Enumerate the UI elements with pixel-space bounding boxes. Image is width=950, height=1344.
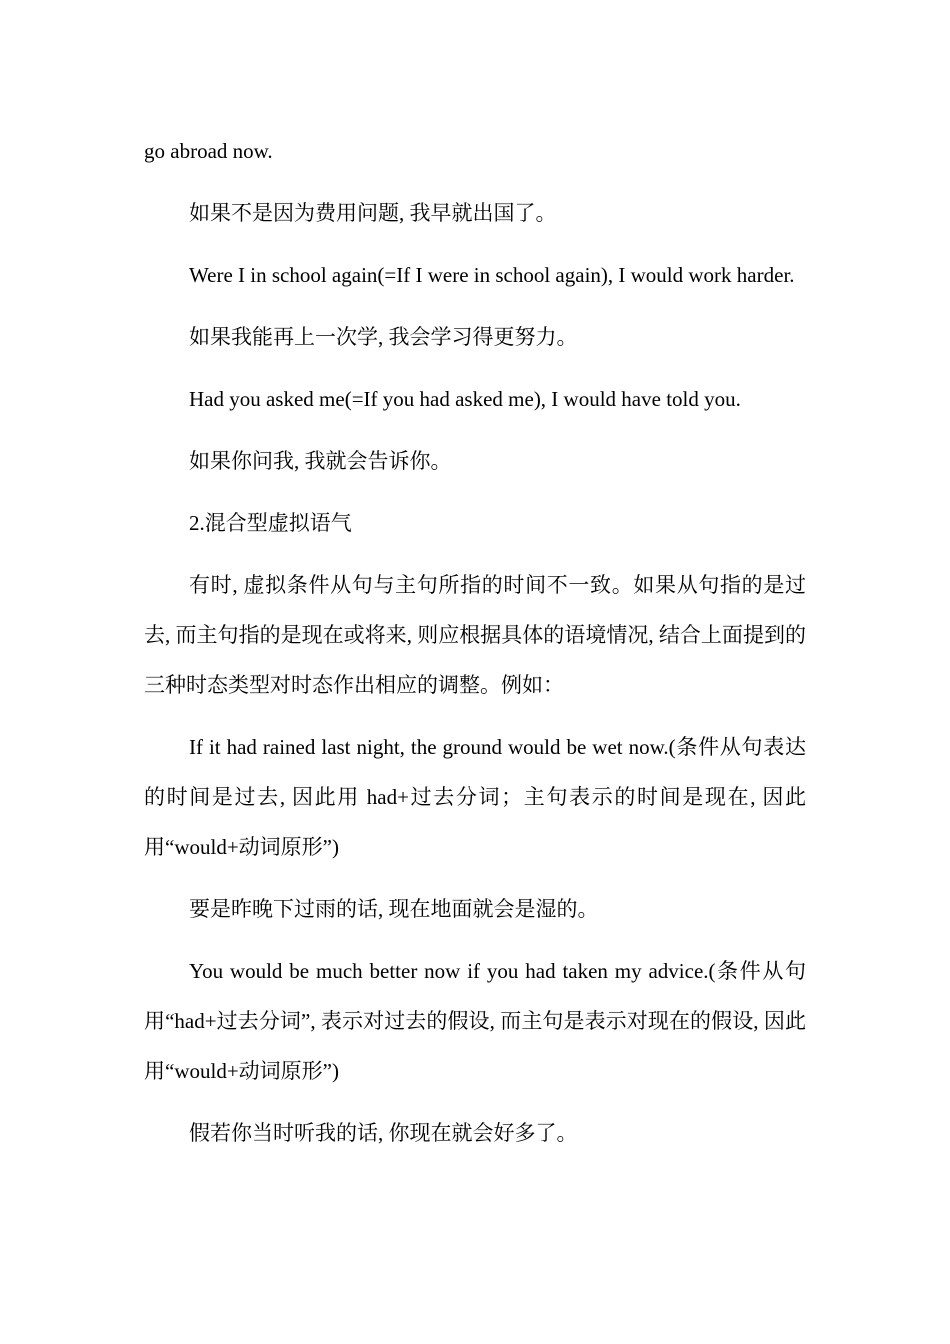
paragraph-continuation: go abroad now. [144, 139, 273, 163]
paragraph-translation: 如果不是因为费用问题, 我早就出国了。 [189, 201, 557, 225]
paragraph-example: Had you asked me(=If you had asked me), I would have told you. [189, 387, 741, 411]
section-heading: 2.混合型虚拟语气 [189, 511, 352, 535]
paragraph-translation: 如果你问我, 我就会告诉你。 [189, 449, 452, 473]
paragraph-translation: 要是昨晚下过雨的话, 现在地面就会是湿的。 [189, 897, 599, 921]
paragraph-explanation: 有时, 虚拟条件从句与主句所指的时间不一致。如果从句指的是过去, 而主句指的是现在或将来, 则应根据具体的语境情况, 结合上面提到的三种时态类型对时态作出相应的调整。例如： [144, 573, 806, 697]
paragraph-translation: 如果我能再上一次学, 我会学习得更努力。 [189, 325, 578, 349]
paragraph-example: You would be much better now if you had taken my advice.(条件从句用“had+过去分词”, 表示对过去的假设, 而主句是表示对现在的假设, 因此用“would+动词原形”) [144, 959, 806, 1083]
paragraph-translation: 假若你当时听我的话, 你现在就会好多了。 [189, 1121, 578, 1145]
document-page [144, 126, 806, 1170]
paragraph-example: If it had rained last night, the ground would be wet now.(条件从句表达的时间是过去, 因此用 had+过去分词；主句表示的时间是现在, 因此用“would+动词原形”) [144, 735, 806, 859]
paragraph-example: Were I in school again(=If I were in school again), I would work harder. [189, 263, 795, 287]
